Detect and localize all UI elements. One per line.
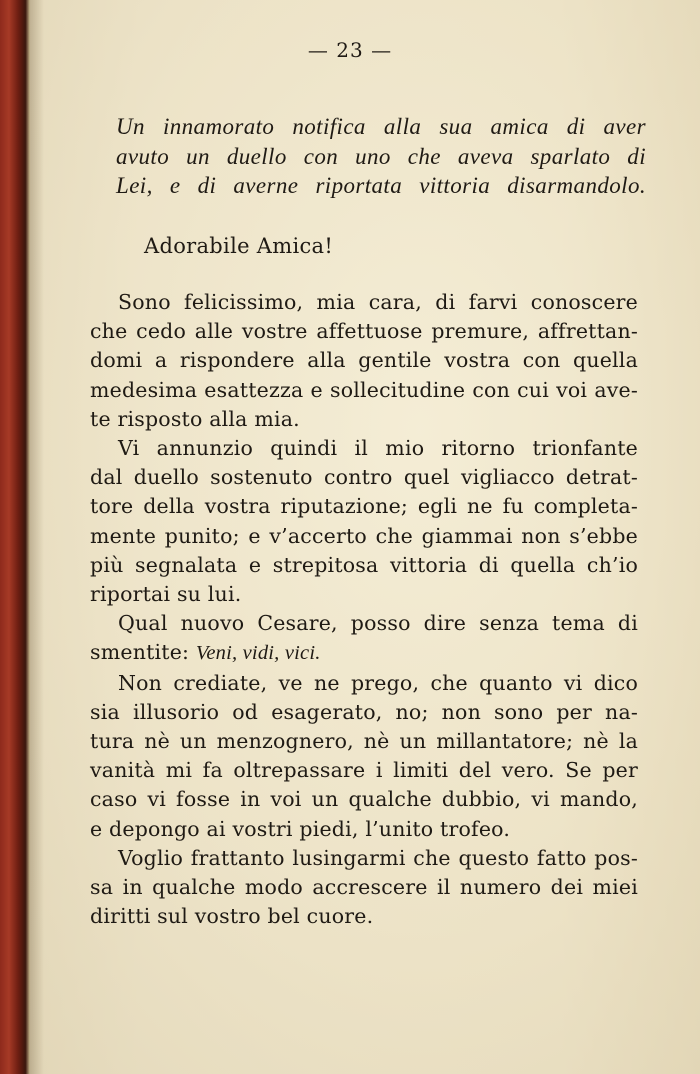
letter-body bbox=[90, 288, 638, 931]
body-line: smentite: bbox=[90, 640, 190, 665]
body-line: riportai su lui. bbox=[90, 582, 242, 607]
body-line: mente punito; e v’accerto che giammai non s’ebbe bbox=[90, 523, 638, 548]
body-line: Sono felicissimo, mia cara, di farvi conoscere bbox=[118, 290, 638, 314]
salutation: Adorabile Amica! bbox=[144, 234, 334, 258]
body-line: Voglio frattanto lusingarmi che questo fatto pos- bbox=[118, 845, 638, 870]
body-line: medesima esattezza e sollecitudine con cui voi ave- bbox=[90, 377, 638, 402]
gutter-shadow bbox=[30, 0, 44, 1074]
body-line: sa in qualche modo accrescere il numero dei miei bbox=[90, 875, 638, 900]
book-spine bbox=[0, 0, 30, 1074]
body-line: diritti sul vostro bel cuore. bbox=[90, 904, 374, 929]
body-line: Non crediate, ve ne prego, che quanto vi dico bbox=[118, 670, 638, 695]
body-line: domi a rispondere alla gentile vostra con quella bbox=[90, 348, 638, 373]
body-line-with-quote bbox=[90, 638, 638, 668]
body-line: che cedo alle vostre affettuose premure, affrettan- bbox=[90, 319, 638, 344]
body-line: Qual nuovo Cesare, posso dire senza tema di bbox=[118, 611, 638, 636]
body-line: sia illusorio od esagerato, no; non sono per na- bbox=[90, 699, 638, 724]
body-line: caso vi fosse in voi un qualche dubbio, vi mando, bbox=[90, 787, 638, 812]
letter-intro bbox=[116, 112, 646, 201]
body-line: tura nè un menzognero, nè un millantatore; nè la bbox=[90, 729, 638, 754]
body-line: tore della vostra riputazione; egli ne fu completa- bbox=[90, 494, 638, 519]
page-number: — 23 — bbox=[307, 38, 393, 62]
body-line: vanità mi fa oltrepassare i limiti del vero. Se per bbox=[90, 758, 638, 783]
body-line: dal duello sostenuto contro quel vigliacco detrat- bbox=[90, 465, 638, 490]
intro-line: avuto un duello con uno che aveva sparlato di bbox=[116, 143, 646, 169]
body-line: più segnalata e strepitosa vittoria di quella ch’io bbox=[90, 552, 638, 577]
body-line: te risposto alla mia. bbox=[90, 406, 300, 431]
body-line: Vi annunzio quindi il mio ritorno trionfante bbox=[118, 436, 638, 461]
body-line: e depongo ai vostri piedi, l’unito trofeo. bbox=[90, 816, 511, 841]
latin-quote: Veni, vidi, vici. bbox=[195, 642, 321, 665]
intro-line: Lei, e di averne riportata vittoria disarmandolo. bbox=[116, 173, 646, 198]
intro-line: Un innamorato notifica alla sua amica di aver bbox=[116, 114, 646, 139]
